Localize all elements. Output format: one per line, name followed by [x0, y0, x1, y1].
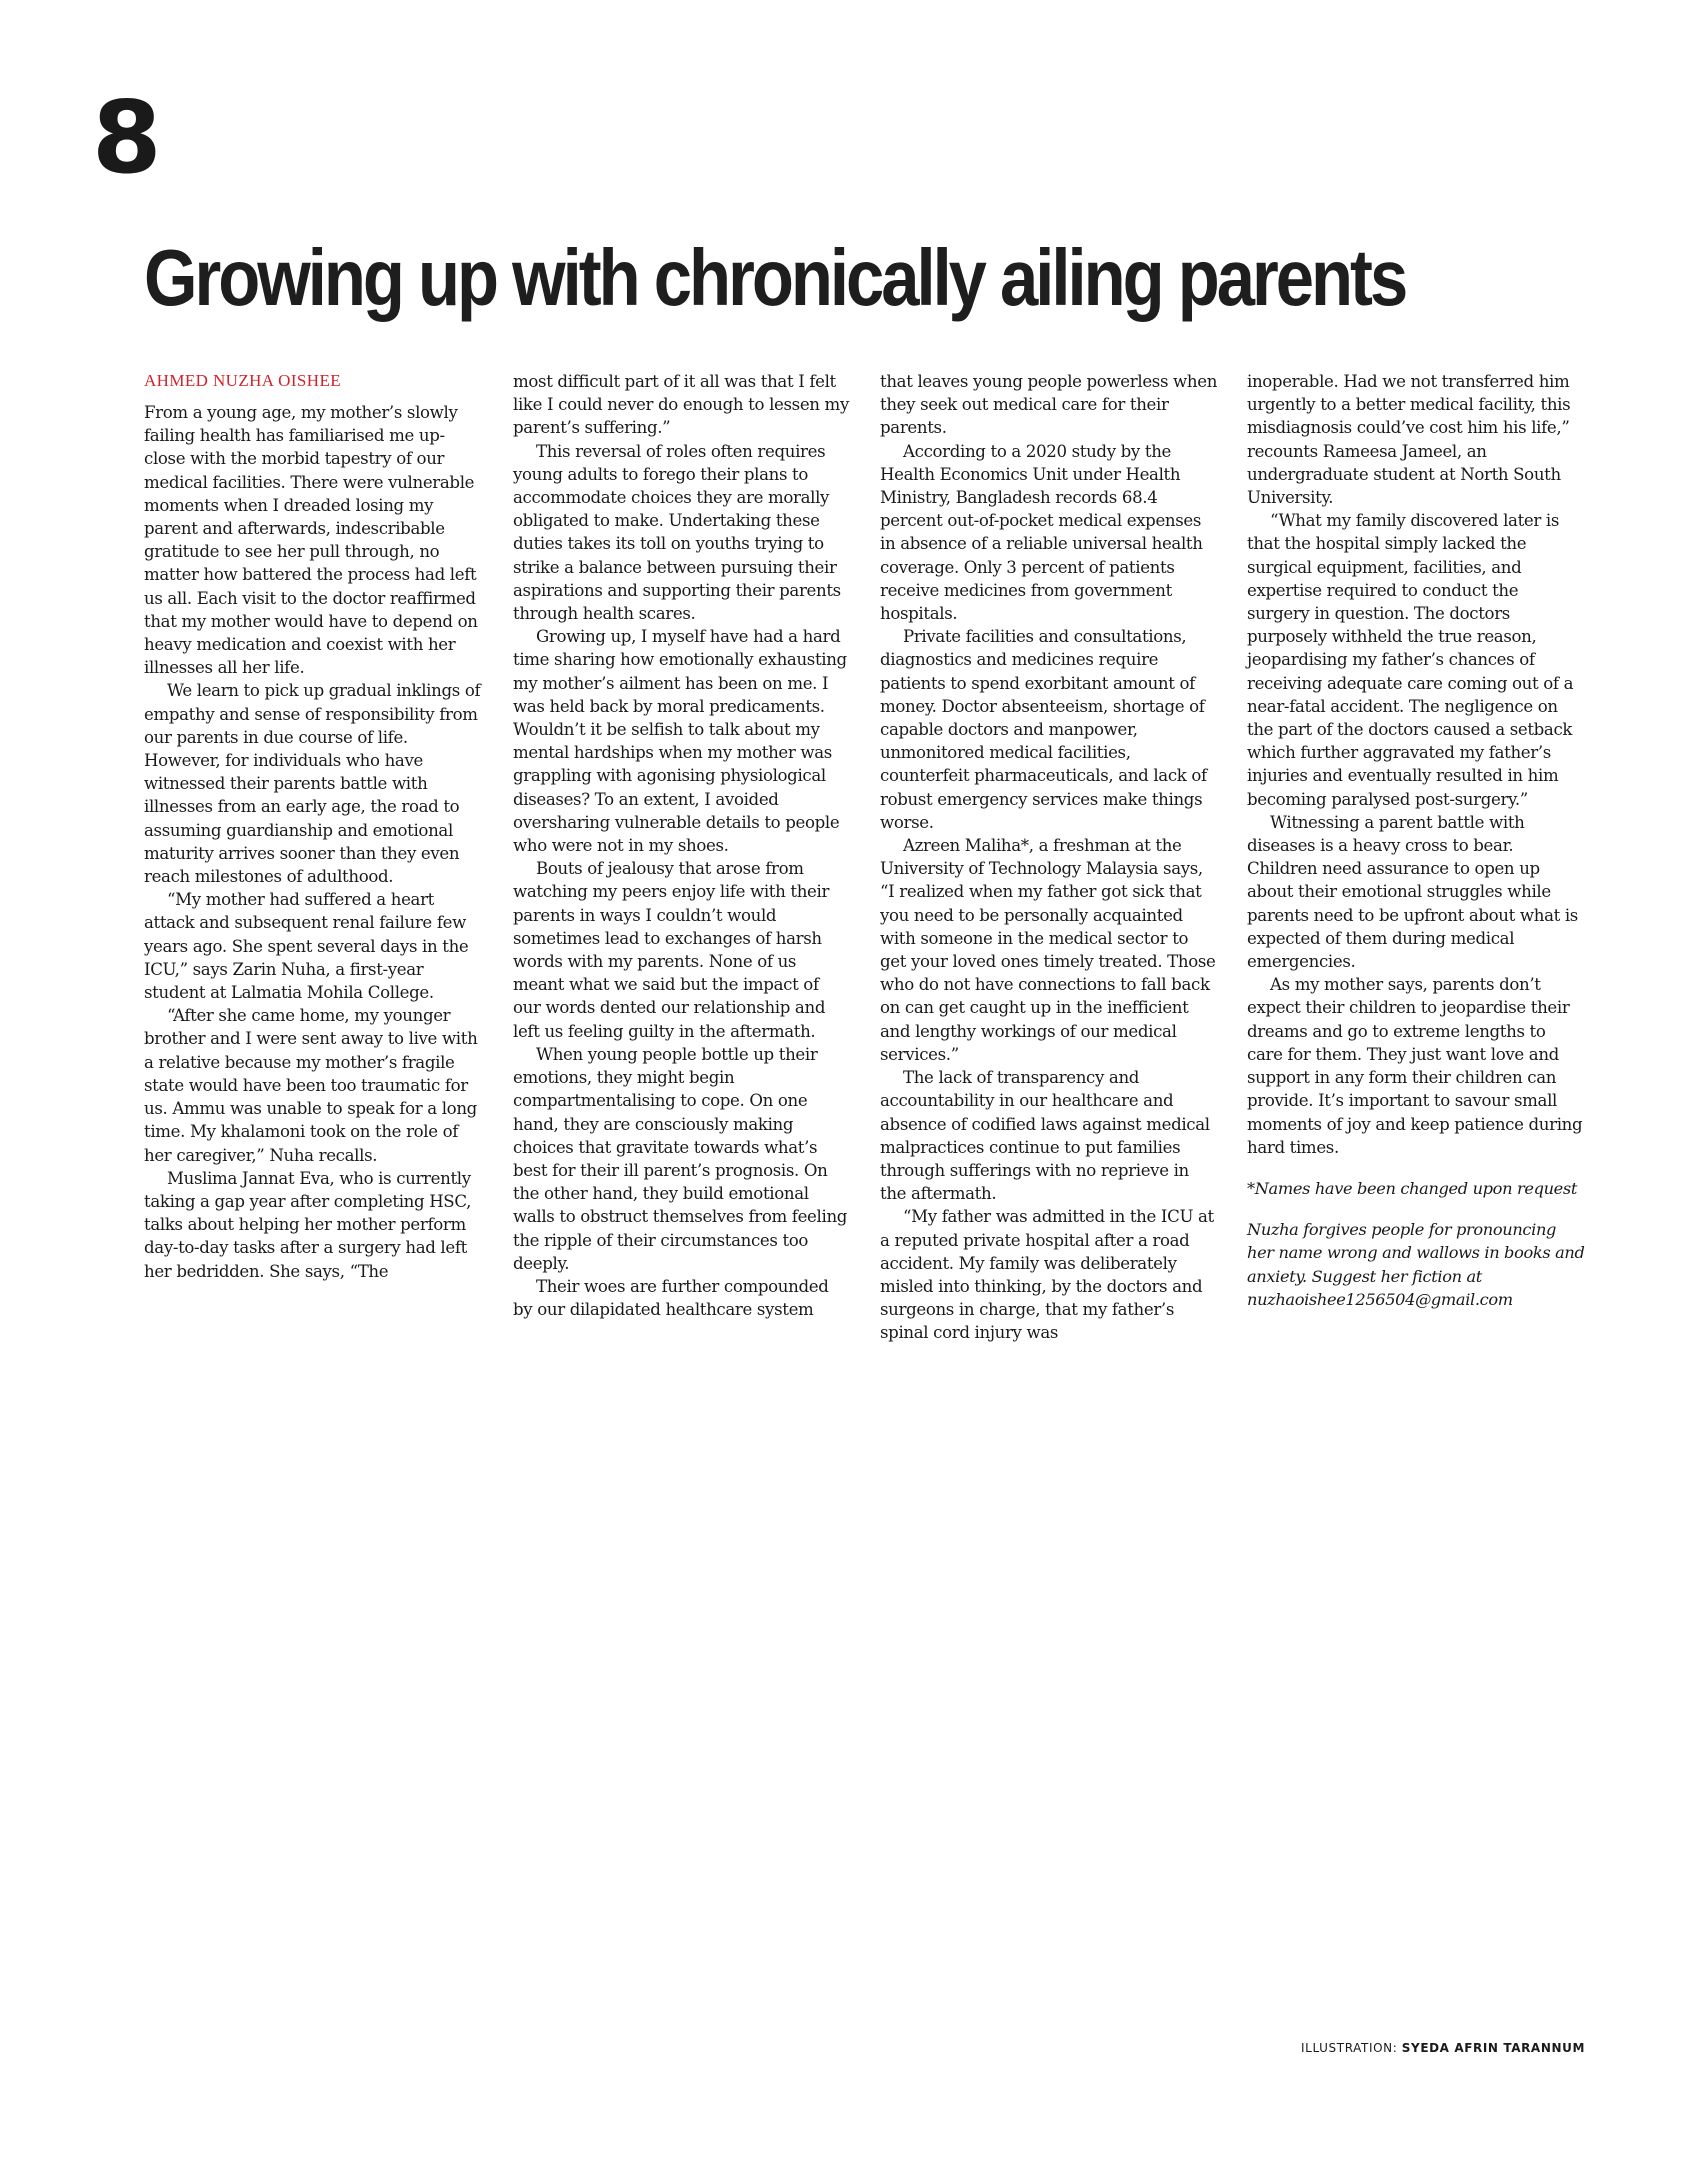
headline: Growing up with chronically ailing parents — [144, 233, 1406, 322]
paragraph: Azreen Maliha*, a freshman at the University of Technology Malaysia says, “I realized when my father got sick that you need to be personally acquainted with someone in the medical sector to get your loved ones timely treated. Those who do not have connections to fall back on can get caught up in the inefficient and lengthy workings of our medical services.” — [880, 836, 1216, 1064]
paragraph: Witnessing a parent battle with diseases is a heavy cross to bear. Children need assurance to open up about their emotional struggles while parents need to be upfront about what is expected of them during medical emergencies. — [1247, 812, 1578, 972]
paragraph: “After she came home, my younger brother and I were sent away to live with a relative because my mother’s fragile state would have been too traumatic for us. Ammu was unable to speak for a long time. My khalamoni took on the role of her caregiver,” Nuha recalls. — [144, 1006, 478, 1165]
article-column-2 — [513, 370, 851, 1321]
names-changed-note: *Names have been changed upon request — [1247, 1178, 1577, 1198]
paragraph: The lack of transparency and accountability in our healthcare and absence of codified laws against medical malpractices continue to put families through sufferings with no reprieve in the aftermath. — [880, 1068, 1210, 1204]
author-bio: Nuzha forgives people for pronouncing her name wrong and wallows in books and anxiety. Suggest her fiction at nuzhaoishee1256504@gmail.com — [1247, 1220, 1585, 1309]
byline: AHMED NUZHA OISHEE — [144, 371, 342, 390]
paragraph: When young people bottle up their emotions, they might begin compartmentalising to cope. On one hand, they are consciously making choices that gravitate towards what’s best for their ill parent’s prognosis. On the other hand, they build emotional walls to obstruct themselves from feeling the ripple of their circumstances too deeply. — [513, 1044, 848, 1273]
article-column-4 — [1247, 370, 1585, 1311]
page-number: 8 — [92, 79, 160, 196]
paragraph: This reversal of roles often requires young adults to forego their plans to accommodate choices they are morally obligated to make. Undertaking these duties takes its toll on youths trying to strike a balance between pursuing their aspirations and supporting their parents through health scares. — [513, 441, 841, 624]
credit-label: ILLUSTRATION: — [1301, 2041, 1402, 2055]
paragraph: Bouts of jealousy that arose from watching my peers enjoy life with their parents in ways I couldn’t would sometimes lead to exchanges of harsh words with my parents. None of us meant what we said but the impact of our words dented our relationship and left us feeling guilty in the aftermath. — [513, 859, 830, 1041]
paragraph: “My father was admitted in the ICU at a reputed private hospital after a road accident. My family was deliberately misled into thinking, by the doctors and surgeons in charge, that my father’s spinal cord injury was — [880, 1207, 1214, 1343]
paragraph: most difficult part of it all was that I felt like I could never do enough to lessen my parent’s suffering.” — [513, 372, 849, 438]
paragraph: Muslima Jannat Eva, who is currently taking a gap year after completing HSC, talks about helping her mother perform day-to-day tasks after a surgery had left her bedridden. She says, “The — [144, 1168, 472, 1281]
illustration-credit — [1301, 2041, 1585, 2055]
paragraph: From a young age, my mother’s slowly failing health has familiarised me up-close with the morbid tapestry of our medical facilities. There were vulnerable moments when I dreaded losing my parent and afterwards, indescribable gratitude to see her pull through, no matter how battered the process had left us all. Each visit to the doctor reaffirmed that my mother would have to depend on heavy medication and coexist with her illnesses all her life. — [144, 403, 478, 678]
paragraph: that leaves young people powerless when they seek out medical care for their parents. — [880, 372, 1218, 438]
paragraph: We learn to pick up gradual inklings of empathy and sense of responsibility from our parents in due course of life. However, for individuals who have witnessed their parents battle with illnesses from an early age, the road to assuming guardianship and emotional maturity arrives sooner than they even reach milestones of adulthood. — [144, 681, 481, 887]
paragraph: inoperable. Had we not transferred him urgently to a better medical facility, this misdiagnosis could’ve cost him his life,” recounts Rameesa Jameel, an undergraduate student at North South University. — [1247, 372, 1571, 508]
paragraph: As my mother says, parents don’t expect their children to jeopardise their dreams and go to extreme lengths to care for them. They just want love and support in any form their children can provide. It’s important to savour small moments of joy and keep patience during hard times. — [1247, 975, 1583, 1157]
article-column-3 — [880, 370, 1218, 1345]
paragraph: Private facilities and consultations, diagnostics and medicines require patients to spend exorbitant amount of money. Doctor absenteeism, shortage of capable doctors and manpower, unmonitored medical facilities, counterfeit pharmaceuticals, and lack of robust emergency services make things worse. — [880, 627, 1207, 832]
paragraph: Their woes are further compounded by our dilapidated healthcare system — [513, 1276, 829, 1320]
paragraph: “My mother had suffered a heart attack and subsequent renal failure few years ago. She spent several days in the ICU,” says Zarin Nuha, a first-year student at Lalmatia Mohila College. — [144, 890, 469, 1003]
paragraph: According to a 2020 study by the Health Economics Unit under Health Ministry, Bangladesh records 68.4 percent out-of-pocket medical expenses in absence of a reliable universal health coverage. Only 3 percent of patients receive medicines from government hospitals. — [880, 441, 1203, 624]
article-column-1 — [144, 370, 482, 1283]
paragraph: Growing up, I myself have had a hard time sharing how emotionally exhausting my mother’s ailment has been on me. I was held back by moral predicaments. Wouldn’t it be selfish to talk about my mental hardships when my mother was grappling with agonising physiological diseases? To an extent, I avoided oversharing vulnerable details to people who were not in my shoes. — [513, 627, 847, 856]
credit-name: SYEDA AFRIN TARANNUM — [1401, 2041, 1585, 2055]
paragraph: “What my family discovered later is that the hospital simply lacked the surgical equipment, facilities, and expertise required to conduct the surgery in question. The doctors purposely withheld the true reason, jeopardising my father’s chances of receiving adequate care coming out of a near-fatal accident. The negligence on the part of the doctors caused a setback which further aggravated my father’s injuries and eventually resulted in him becoming paralysed post-surgery.” — [1247, 511, 1574, 809]
